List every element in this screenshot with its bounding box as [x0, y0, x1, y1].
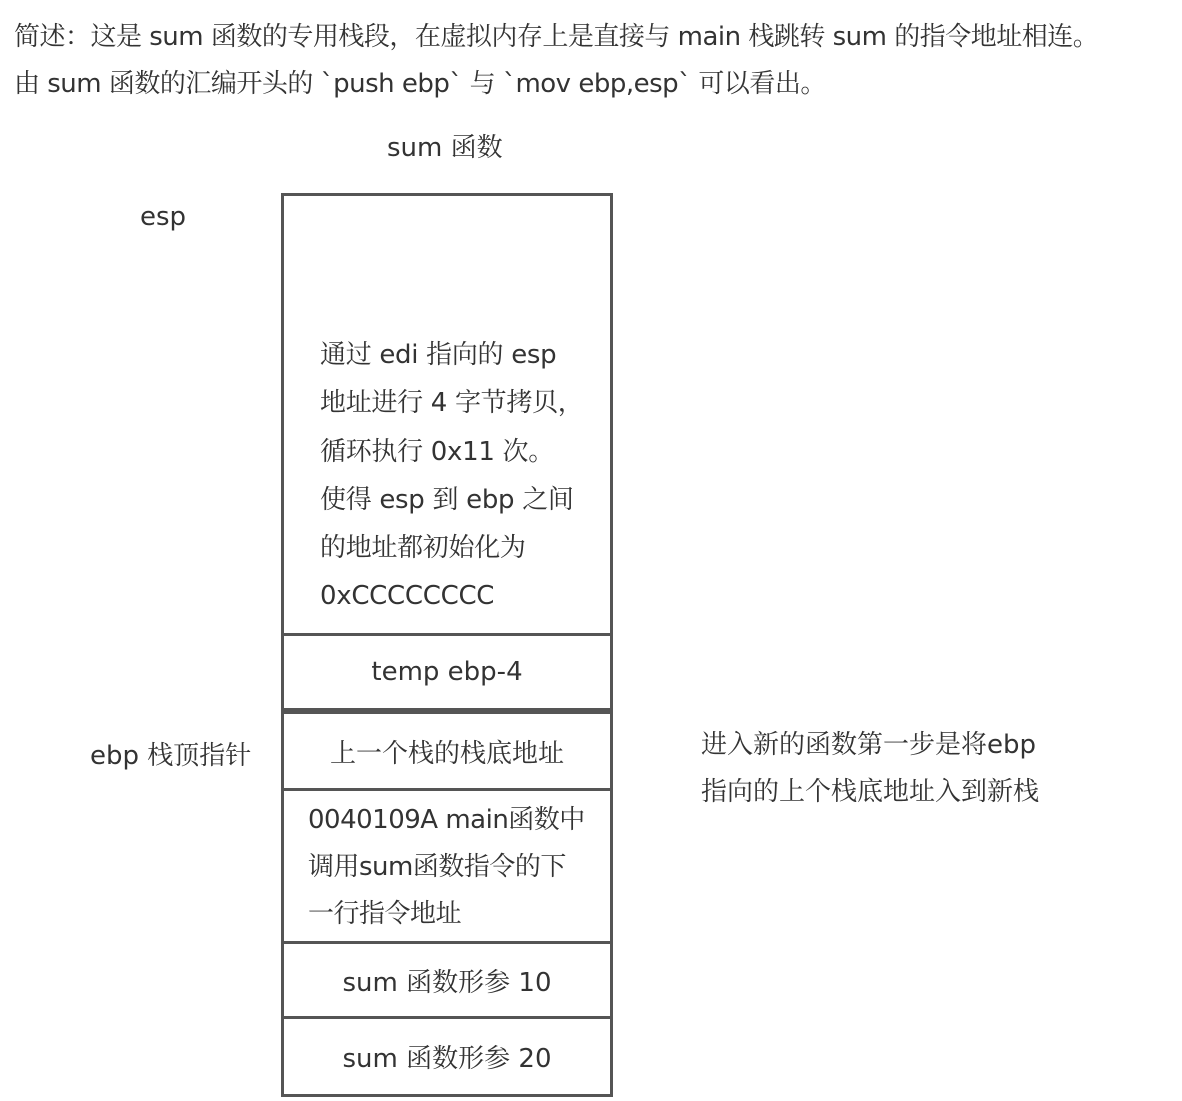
init-line: 的地址都初始化为 [320, 533, 526, 564]
side-note [701, 722, 1039, 816]
return-line: 0040109A main函数中 [308, 805, 585, 835]
intro-line-2: 由 sum 函数的汇编开头的 `push ebp` 与 `mov ebp,esp` 可以看出。 [14, 69, 826, 99]
intro-line-1: 简述：这是 sum 函数的专用栈段，在虚拟内存上是直接与 main 栈跳转 sum 的指令地址相连。 [14, 22, 1099, 52]
prev-base-label: 上一个栈的栈底地址 [329, 738, 564, 769]
init-line: 通过 edi 指向的 esp [320, 340, 557, 370]
init-line: 循环执行 0x11 次。 [320, 436, 554, 467]
stack-cell-return-address [281, 788, 613, 944]
param-20-label: sum 函数形参 20 [342, 1044, 552, 1074]
note-line: 指向的上个栈底地址入到新栈 [701, 777, 1040, 807]
return-address-text [308, 797, 585, 938]
param-10-label: sum 函数形参 10 [342, 967, 552, 998]
esp-label: esp [140, 202, 187, 232]
ebp-label: ebp 栈顶指针 [90, 741, 252, 771]
return-line: 调用sum函数指令的下 [308, 852, 566, 882]
note-line: 进入新的函数第一步是将ebp [701, 730, 1037, 760]
stack-cell-param-20 [281, 1016, 613, 1097]
stack-cell-param-10 [281, 941, 613, 1019]
init-line: 使得 esp 到 ebp 之间 [320, 484, 574, 515]
temp-label: temp ebp-4 [371, 657, 523, 687]
intro-text [14, 14, 1179, 108]
diagram-title: sum 函数 [387, 133, 503, 163]
stack-cell-init-area [281, 193, 613, 636]
return-line: 一行指令地址 [308, 899, 462, 929]
init-line: 地址进行 4 字节拷贝， [320, 388, 584, 419]
init-line: 0xCCCCCCCC [320, 581, 495, 612]
stack-cell-prev-base [281, 711, 613, 791]
init-area-text [320, 331, 610, 621]
stack-cell-temp [281, 633, 613, 711]
